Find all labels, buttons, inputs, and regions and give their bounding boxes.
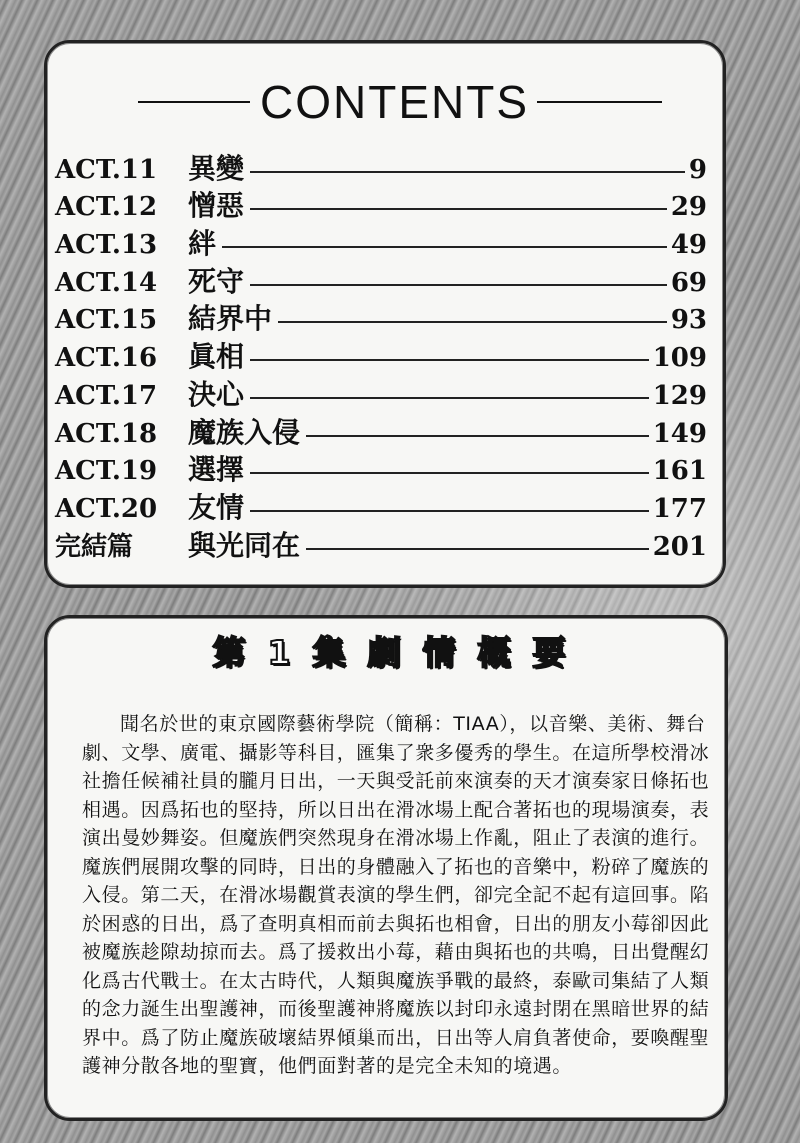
toc-entry[interactable]: [55, 371, 707, 409]
toc-page-number: 9: [688, 154, 707, 185]
toc-act-label: ACT.18: [55, 418, 158, 449]
toc-chapter-title: 眞相: [188, 340, 245, 374]
toc-leader-line: [250, 284, 667, 286]
toc-page-number: 109: [652, 343, 707, 374]
toc-act-label: ACT.13: [55, 230, 158, 261]
toc-act-label: 完結篇: [55, 531, 134, 562]
summary-text: 聞名於世的東京國際藝術學院（簡稱：TIAA），以音樂、美術、舞台劇、文學、廣電、攝影等科目，匯集了衆多優秀的學生。在這所學校滑冰社擔任候補社員的朧月日出，一天與受託前來演奏的天才演奏家日條拓也相遇。因爲拓也的堅持，所以日出在滑冰場上配合著拓也的現場演奏，表演出曼妙舞姿。但魔族們突然現身在滑冰場上作亂，阻止了表演的進行。魔族們展開攻擊的同時，日出的身體融入了拓也的音樂中，粉碎了魔族的入侵。第二天，在滑冰場觀賞表演的學生們，卻完全記不起有這回事。陷於困惑的日出，爲了查明真相而前去與拓也相會，日出的朋友小莓卻因此被魔族趁隙劫掠而去。爲了援救出小莓，藉由與拓也的共鳴，日出覺醒幻化爲古代戰士。在太古時代，人類與魔族爭戰的最終，泰歐司集結了人類的念力誕生出聖護神，而後聖護神將魔族以封印永遠封閉在黑暗世界的結界中。爲了防止魔族破壞結界傾巢而出，日出等人肩負著使命，要喚醒聖護神分散各地的聖寶，他們面對著的是完全未知的境遇。: [82, 713, 710, 1077]
toc-act-label: ACT.20: [55, 493, 158, 524]
toc-entry[interactable]: [55, 183, 707, 221]
toc-entry[interactable]: [55, 409, 707, 447]
contents-title: CONTENTS: [260, 76, 529, 128]
toc-act-label: ACT.16: [55, 343, 158, 374]
toc-leader-line: [250, 171, 685, 173]
toc-entry[interactable]: [55, 258, 707, 296]
toc-leader-line: [250, 472, 649, 474]
toc-entry[interactable]: [55, 447, 707, 485]
toc-act-label: ACT.12: [55, 192, 158, 223]
toc-page-number: 177: [652, 493, 707, 524]
toc-entry[interactable]: [55, 145, 707, 183]
toc-chapter-title: 結界中: [188, 302, 273, 336]
toc-chapter-title: 與光同在: [188, 528, 301, 562]
toc-act-label: ACT.15: [55, 305, 158, 336]
toc-page-number: 201: [652, 531, 707, 562]
toc-chapter-title: 魔族入侵: [188, 415, 301, 449]
toc-entry[interactable]: [55, 333, 707, 374]
toc-leader-line: [306, 548, 649, 550]
toc-act-label: ACT.11: [55, 154, 158, 185]
toc-page-number: 49: [670, 230, 707, 261]
toc-leader-line: [250, 359, 649, 361]
toc-chapter-title: 友情: [188, 490, 245, 524]
summary-title: 第1集劇情概要: [212, 633, 588, 672]
toc-chapter-title: 死守: [188, 264, 245, 298]
toc-page-number: 93: [670, 305, 707, 336]
toc-leader-line: [250, 208, 667, 210]
toc-act-label: ACT.17: [55, 380, 158, 411]
toc-chapter-title: 異變: [188, 151, 245, 185]
toc-leader-line: [250, 397, 649, 399]
toc-list: [55, 145, 707, 560]
toc-entry[interactable]: [55, 296, 707, 334]
toc-entry[interactable]: [55, 522, 707, 560]
toc-leader-line: [306, 435, 649, 437]
toc-page-number: 69: [670, 267, 707, 298]
toc-chapter-title: 決心: [188, 377, 245, 411]
toc-act-label: ACT.19: [55, 456, 158, 487]
toc-chapter-title: 選擇: [188, 453, 245, 487]
toc-leader-line: [278, 321, 667, 323]
toc-page-number: 161: [652, 456, 707, 487]
heading-rule-left: [138, 101, 250, 103]
toc-act-label: ACT.14: [55, 267, 158, 298]
toc-page-number: 149: [652, 418, 707, 449]
summary-heading: [0, 627, 800, 674]
toc-leader-line: [250, 510, 649, 512]
toc-chapter-title: 絆: [188, 227, 217, 261]
toc-leader-line: [222, 246, 667, 248]
toc-entry[interactable]: [55, 484, 707, 522]
contents-heading: [0, 72, 800, 132]
toc-page-number: 129: [652, 380, 707, 411]
heading-rule-right: [537, 101, 662, 103]
toc-page-number: 29: [670, 192, 707, 223]
toc-chapter-title: 憎惡: [188, 189, 245, 223]
toc-entry[interactable]: [55, 220, 707, 261]
